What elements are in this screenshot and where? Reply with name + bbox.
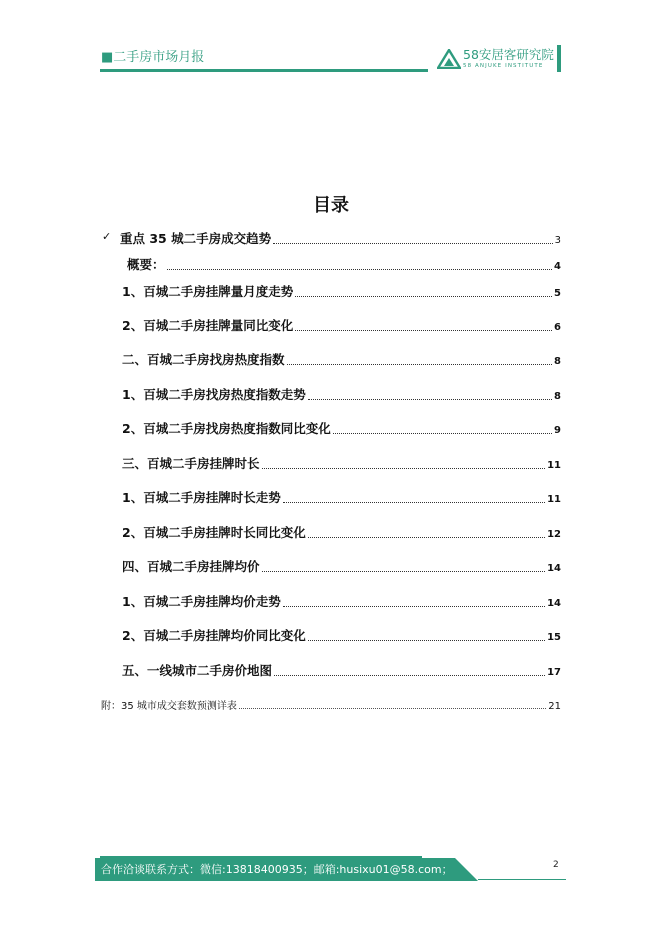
toc-entry-page: 11 <box>547 460 561 471</box>
toc-title: 目录 <box>313 195 349 216</box>
toc-entry-label: 2、百城二手房挂牌均价同比变化 <box>122 628 306 643</box>
toc-entry[interactable] <box>122 419 561 437</box>
toc-entry-label: 概要： <box>127 257 165 272</box>
toc-entry-label: 四、百城二手房挂牌均价 <box>122 559 260 574</box>
toc-entry-page: 12 <box>547 529 561 540</box>
toc-entry[interactable] <box>127 255 561 273</box>
toc-entry-page: 6 <box>554 322 561 333</box>
toc-entry[interactable] <box>122 661 561 679</box>
page-number: 2 <box>553 860 559 870</box>
toc-entry-page: 8 <box>554 356 561 367</box>
toc-entry-label: 1、百城二手房挂牌均价走势 <box>122 594 281 609</box>
toc-entry-page: 4 <box>554 261 561 272</box>
dot-leader <box>262 467 546 469</box>
dot-leader <box>262 570 546 572</box>
toc-entry-page: 3 <box>554 235 561 246</box>
report-title: ■二手房市场月报 <box>101 50 205 65</box>
dot-leader <box>283 605 545 607</box>
dot-leader <box>274 674 545 676</box>
toc-entry[interactable] <box>122 523 561 541</box>
toc-entry[interactable] <box>122 385 561 403</box>
toc-entry-page: 11 <box>547 494 561 505</box>
toc-entry-label: 附：35 城市成交套数预测详表 <box>101 701 237 712</box>
toc-entry[interactable] <box>122 282 561 300</box>
header-accent-bar <box>557 45 561 72</box>
logo-subtitle: 58 ANJUKE INSTITUTE <box>463 63 544 69</box>
logo <box>437 47 554 73</box>
toc-entry-page: 5 <box>554 288 561 299</box>
dot-leader <box>295 329 552 331</box>
toc-entry-page: 17 <box>547 667 561 678</box>
dot-leader <box>308 536 545 538</box>
toc-entry-label: 二、百城二手房找房热度指数 <box>122 352 285 367</box>
footer-rule <box>478 879 566 880</box>
toc-entry-label: 三、百城二手房挂牌时长 <box>122 456 260 471</box>
dot-leader <box>295 295 552 297</box>
toc-entry[interactable] <box>122 350 561 368</box>
toc-entry-label: 1、百城二手房挂牌量月度走势 <box>122 284 294 299</box>
toc-entry-label: 1、百城二手房挂牌时长走势 <box>122 490 281 505</box>
toc-entry-page: 14 <box>547 563 561 574</box>
toc-entry-label: 1、百城二手房找房热度指数走势 <box>122 387 306 402</box>
dot-leader <box>308 639 545 641</box>
toc-entry-page: 14 <box>547 598 561 609</box>
toc-entry-page: 15 <box>547 632 561 643</box>
dot-leader <box>239 707 546 709</box>
toc-entry[interactable] <box>101 697 561 712</box>
footer-contact: 合作洽谈联系方式：微信:13818400935；邮箱:husixu01@58.com； <box>101 863 453 876</box>
check-icon: ✓ <box>102 230 112 243</box>
header-divider <box>100 69 428 72</box>
toc-entry-label: 重点 35 城二手房成交趋势 <box>120 231 272 246</box>
toc-entry-label: 2、百城二手房挂牌量同比变化 <box>122 318 294 333</box>
logo-icon <box>437 49 461 69</box>
toc-entry[interactable] <box>122 626 561 644</box>
toc-entry-page: 9 <box>554 425 561 436</box>
toc-entry[interactable] <box>120 229 561 247</box>
toc-entry-label: 2、百城二手房找房热度指数同比变化 <box>122 421 331 436</box>
dot-leader <box>167 268 553 270</box>
dot-leader <box>273 242 553 244</box>
dot-leader <box>283 501 545 503</box>
toc-entry[interactable] <box>122 592 561 610</box>
toc-entry[interactable] <box>122 316 561 334</box>
toc-entry-label: 五、一线城市二手房价地图 <box>122 663 273 678</box>
toc-entry[interactable] <box>122 557 561 575</box>
toc-entry-page: 8 <box>554 391 561 402</box>
toc-entry-page: 21 <box>548 701 561 712</box>
toc-entry[interactable] <box>122 488 561 506</box>
dot-leader <box>333 432 552 434</box>
toc-entry[interactable] <box>122 454 561 472</box>
dot-leader <box>308 398 552 400</box>
toc-entry-label: 2、百城二手房挂牌时长同比变化 <box>122 525 306 540</box>
logo-text: 58安居客研究院 <box>463 47 554 62</box>
dot-leader <box>287 363 553 365</box>
